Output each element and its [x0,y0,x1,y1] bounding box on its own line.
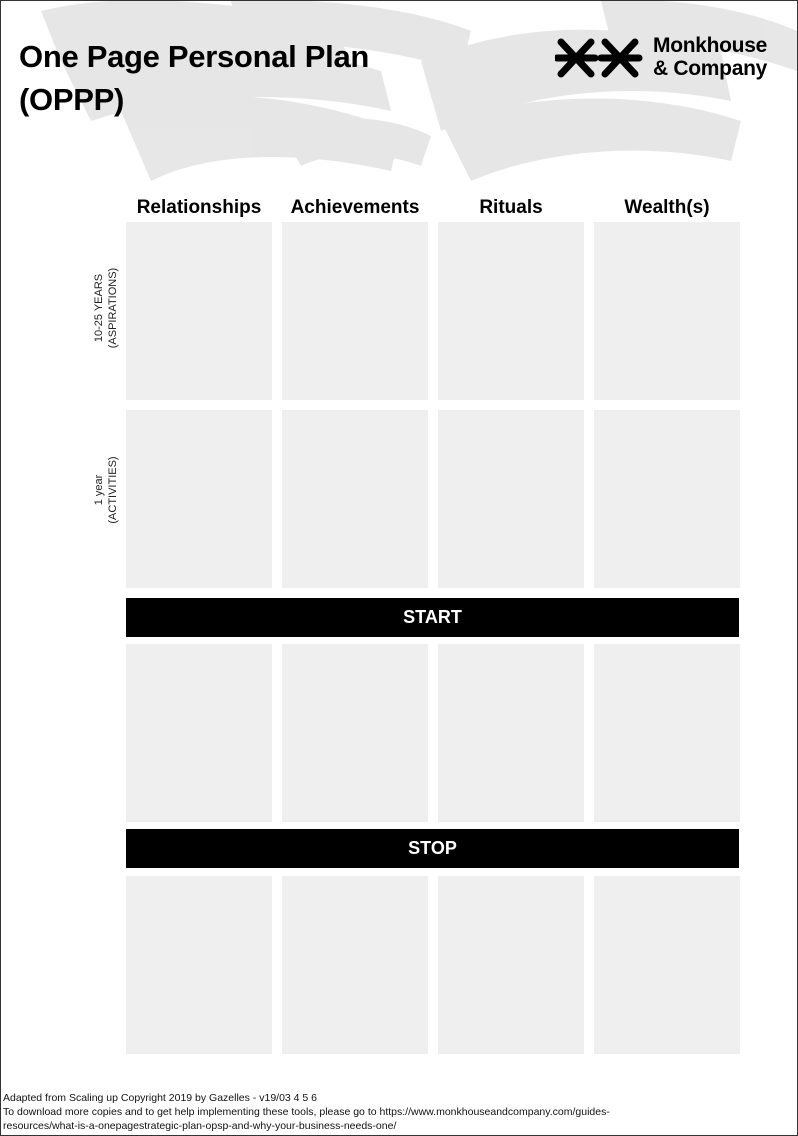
cell-start-relationships[interactable] [126,644,272,822]
row-label-aspirations-line1: 10-25 YEARS [93,273,105,343]
page-title-line2: (OPPP) [19,82,124,117]
row-label-activities-line2: (ACTIVITIES) [107,456,119,524]
row-label-activities-line1: 1 year [93,474,105,506]
brand-logo [555,34,795,84]
double-asterisk-icon [555,38,645,80]
row-label-aspirations [92,218,120,398]
page-title [19,35,489,121]
footer-copyright: Adapted from Scaling up Copyright 2019 by Gazelles - v19/03 4 5 6 [3,1092,318,1104]
start-section-bar: START [126,598,739,637]
column-header-wealths: Wealth(s) [624,197,710,218]
cell-activities-achievements[interactable] [282,410,428,588]
stop-section-bar: STOP [126,829,739,868]
cell-aspirations-relationships[interactable] [126,222,272,400]
footer-download-line2: resources/what-is-a-onepagestrategic-plan-opsp-and-why-your-business-needs-one/ [3,1120,397,1132]
row-label-aspirations-line2: (ASPIRATIONS) [107,267,119,349]
footer-download-line1: To download more copies and to get help implementing these tools, please go to https://www.monkhouseandcompany.com/guides- [3,1106,610,1118]
page-title-line1: One Page Personal Plan [19,39,370,74]
cell-activities-wealths[interactable] [594,410,740,588]
cell-activities-relationships[interactable] [126,410,272,588]
cell-stop-rituals[interactable] [438,876,584,1054]
cell-start-achievements[interactable] [282,644,428,822]
footer [3,1091,793,1133]
brand-name-line1: Monkhouse [653,34,767,57]
cell-stop-achievements[interactable] [282,876,428,1054]
cell-aspirations-rituals[interactable] [438,222,584,400]
cell-stop-relationships[interactable] [126,876,272,1054]
cell-aspirations-achievements[interactable] [282,222,428,400]
column-header-rituals: Rituals [479,197,543,218]
brand-name [653,34,767,80]
cell-stop-wealths[interactable] [594,876,740,1054]
cell-start-wealths[interactable] [594,644,740,822]
cell-start-rituals[interactable] [438,644,584,822]
cell-aspirations-wealths[interactable] [594,222,740,400]
column-header-relationships: Relationships [136,197,262,218]
row-label-activities [92,400,120,580]
column-header-achievements: Achievements [290,197,420,218]
cell-activities-rituals[interactable] [438,410,584,588]
brand-name-line2: & Company [653,57,767,80]
